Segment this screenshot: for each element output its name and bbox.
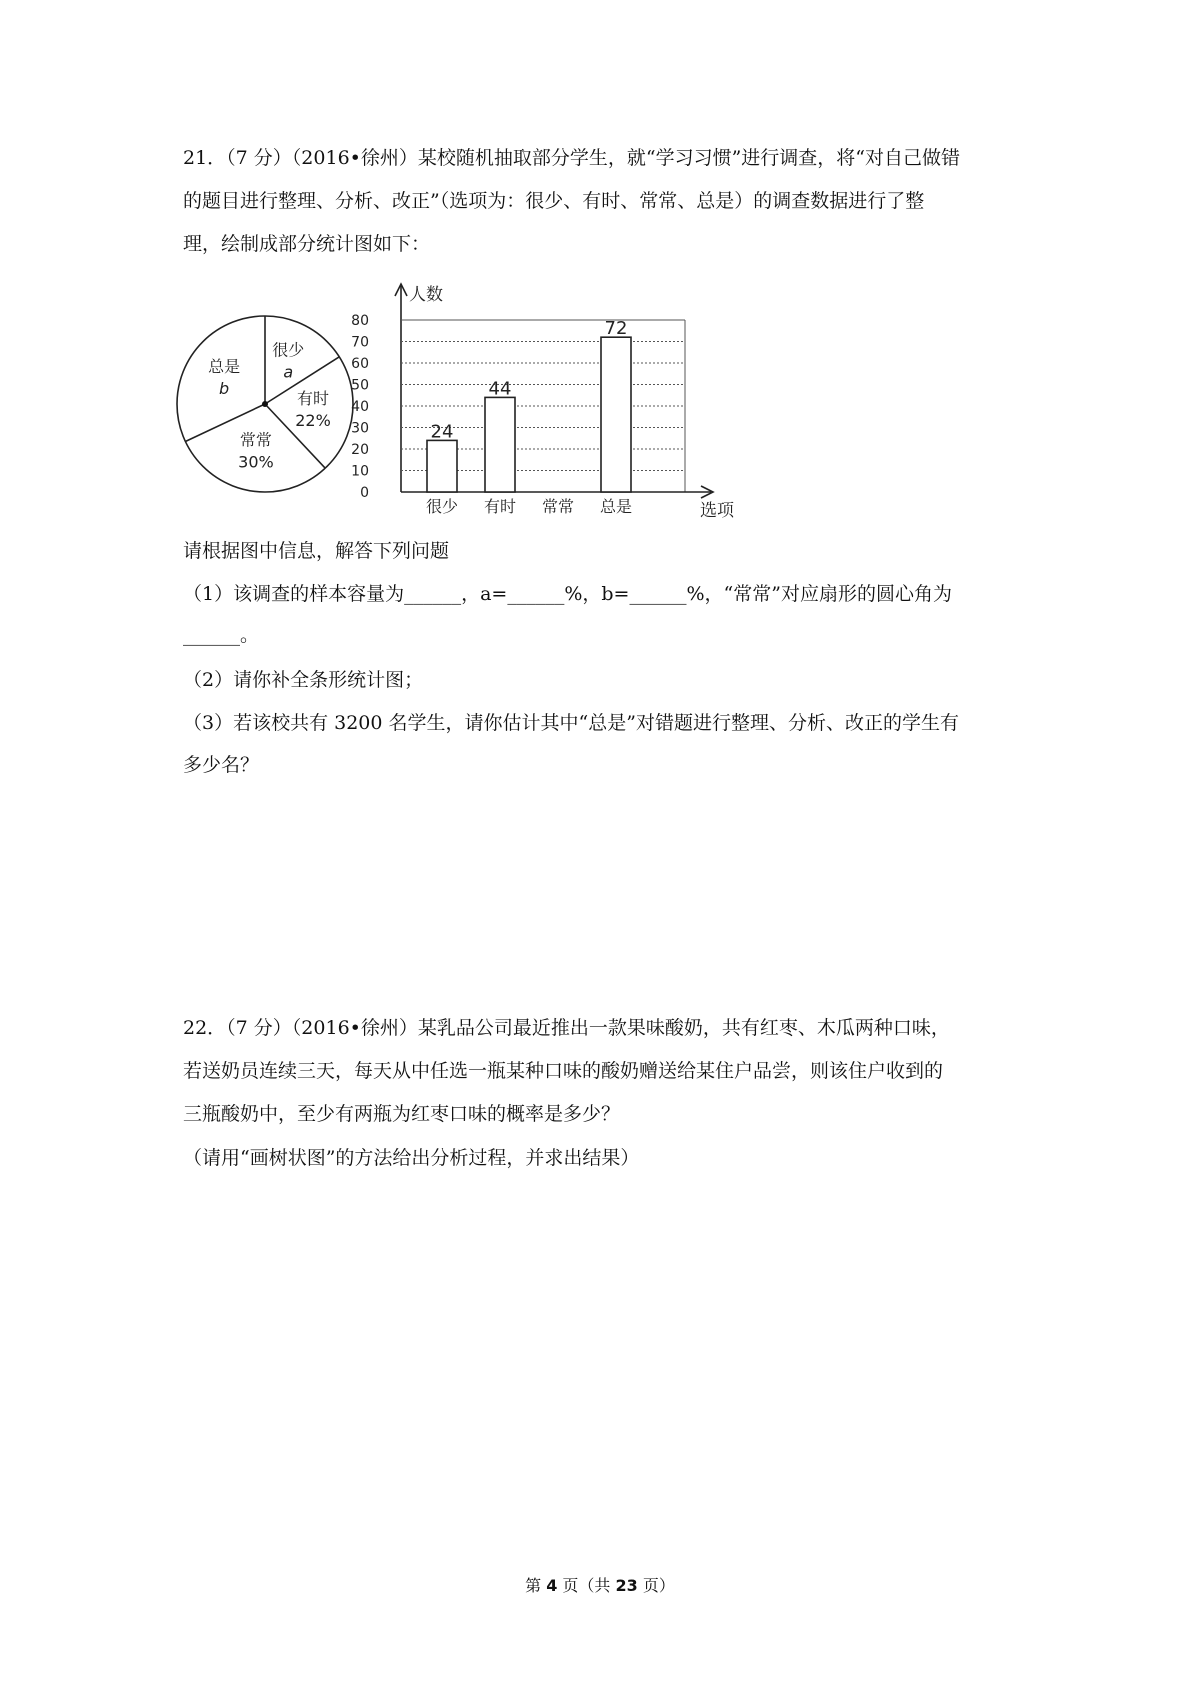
pie-slice-label: 总是 bbox=[208, 357, 241, 377]
pie-slice-label: 很少 bbox=[272, 340, 305, 360]
x-axis-label: 选项 bbox=[700, 501, 734, 521]
statistics-charts-svg bbox=[175, 282, 795, 572]
footer-suffix: 页） bbox=[637, 1576, 675, 1595]
q21-line-1: 21．（7 分）（2016•徐州）某校随机抽取部分学生，就“学习习惯”进行调查，将“对自己做错 bbox=[183, 147, 961, 169]
x-tick-label: 有时 bbox=[483, 497, 517, 516]
y-tick-label: 80 bbox=[351, 313, 369, 329]
q22-line-3: 三瓶酸奶中，至少有两瓶为红枣口味的概率是多少？ bbox=[183, 1103, 621, 1125]
q21-prompt: 请根据图中信息，解答下列问题 bbox=[183, 540, 450, 562]
x-tick-label: 总是 bbox=[599, 497, 633, 516]
pie-slice-label: 常常 bbox=[239, 430, 272, 450]
y-tick-label: 60 bbox=[351, 356, 369, 372]
y-tick-label: 0 bbox=[360, 485, 369, 501]
bar-2 bbox=[485, 397, 515, 492]
pie-slice-value: 22% bbox=[295, 411, 331, 431]
y-tick-label: 10 bbox=[351, 463, 369, 480]
pie-slice-value: b bbox=[219, 379, 230, 399]
pie-slice-label: 有时 bbox=[297, 389, 330, 409]
pie-center-dot bbox=[262, 401, 268, 407]
q21-sub1-line1: （1）该调查的样本容量为______，a=______%，b=______%，“常常”对应扇形的圆心角为 bbox=[183, 583, 952, 605]
q22-line-4: （请用“画树状图”的方法给出分析过程，并求出结果） bbox=[183, 1147, 640, 1169]
bar-value-label: 24 bbox=[430, 421, 454, 443]
pie-slice-value: 30% bbox=[238, 452, 274, 472]
y-tick-label: 40 bbox=[351, 399, 369, 415]
q21-sub1-line2: ______。 bbox=[183, 624, 260, 646]
footer-middle: 页（共 bbox=[557, 1576, 616, 1595]
q21-line-2: 的题目进行整理、分析、改正”（选项为：很少、有时、常常、总是）的调查数据进行了整 bbox=[183, 190, 925, 212]
bar-value-label: 72 bbox=[604, 318, 628, 340]
y-tick-label: 20 bbox=[351, 442, 369, 458]
bar-1 bbox=[427, 440, 457, 492]
pie-slice-value: a bbox=[283, 362, 294, 382]
y-tick-label: 30 bbox=[351, 420, 369, 437]
y-tick-label: 70 bbox=[351, 334, 369, 351]
y-axis-label: 人数 bbox=[409, 285, 443, 305]
x-tick-label: 常常 bbox=[541, 497, 575, 516]
q21-sub3-line2: 多少名？ bbox=[183, 754, 260, 776]
footer-page-number: 4 bbox=[546, 1576, 558, 1595]
q22-line-1: 22．（7 分）（2016•徐州）某乳品公司最近推出一款果味酸奶，共有红枣、木瓜两种口味， bbox=[183, 1017, 950, 1039]
bar-value-label: 44 bbox=[488, 378, 512, 400]
footer-total-pages: 23 bbox=[615, 1576, 638, 1595]
y-tick-label: 50 bbox=[351, 377, 369, 394]
x-tick-label: 很少 bbox=[425, 497, 459, 516]
q21-sub3-line1: （3）若该校共有 3200 名学生，请你估计其中“总是”对错题进行整理、分析、改正的学生有 bbox=[183, 712, 959, 734]
statistics-figure bbox=[175, 282, 795, 572]
footer-prefix: 第 bbox=[525, 1576, 547, 1595]
page-footer bbox=[0, 1576, 1200, 1596]
q21-line-3: 理，绘制成部分统计图如下： bbox=[183, 233, 431, 255]
q21-sub2: （2）请你补全条形统计图； bbox=[183, 669, 424, 691]
q22-line-2: 若送奶员连续三天，每天从中任选一瓶某种口味的酸奶赠送给某住户品尝，则该住户收到的 bbox=[183, 1060, 944, 1082]
bar-4 bbox=[601, 337, 631, 492]
